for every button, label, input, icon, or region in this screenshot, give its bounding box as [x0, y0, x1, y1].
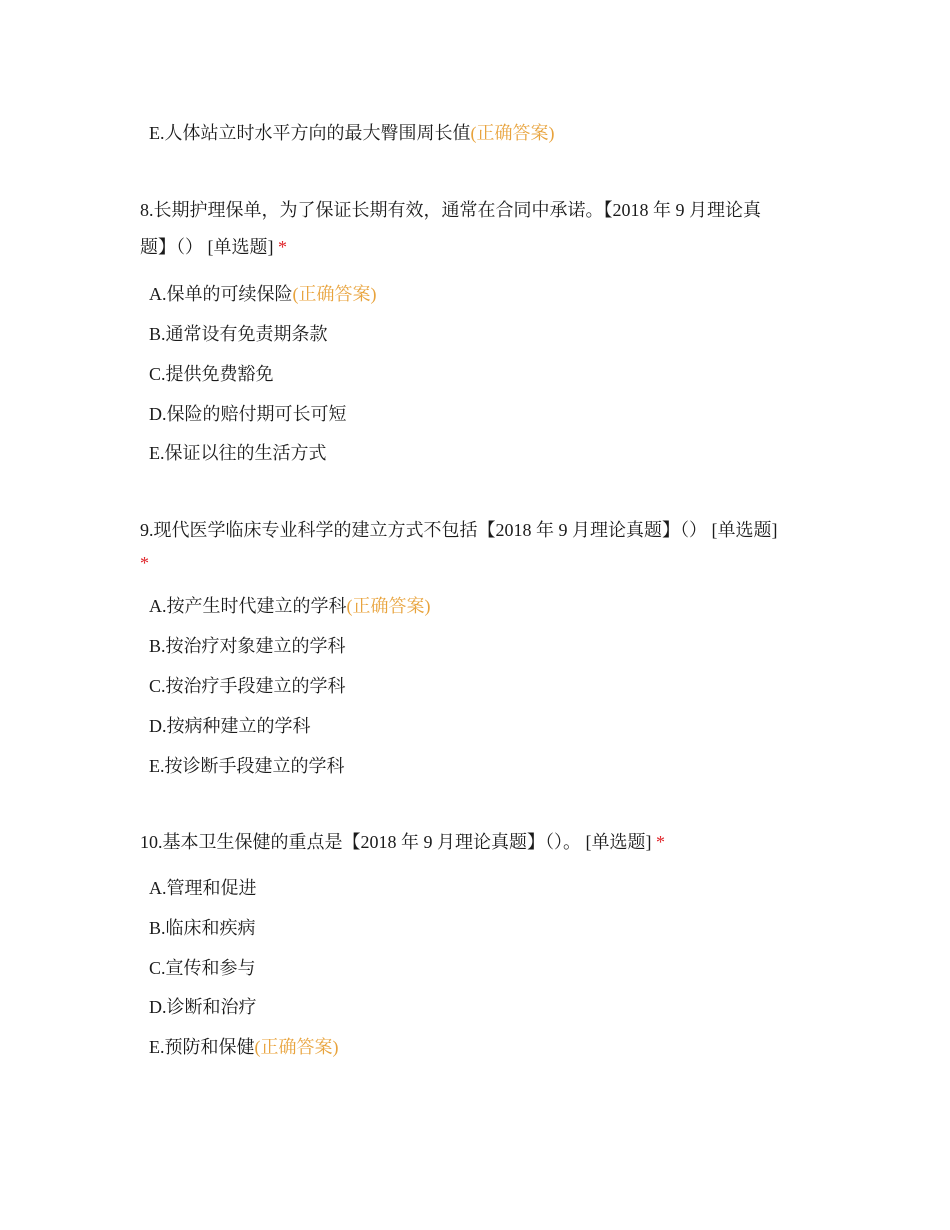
question-10-title [140, 829, 665, 855]
question-title-text: 10.基本卫生保健的重点是【2018 年 9 月理论真题】（）。 [单选题] [140, 832, 652, 852]
question-9-title [140, 517, 778, 543]
option-text: D.保险的赔付期可长可短 [149, 404, 347, 424]
question-8-option-d [149, 401, 347, 427]
option-text: E.人体站立时水平方向的最大臀围周长值 [149, 123, 471, 143]
question-8-title-cont [140, 234, 287, 260]
option-text: E.按诊断手段建立的学科 [149, 756, 345, 776]
question-9-option-a [149, 593, 431, 619]
option-text: B.临床和疾病 [149, 918, 256, 938]
option-text: D.诊断和治疗 [149, 997, 257, 1017]
option-text: D.按病种建立的学科 [149, 716, 311, 736]
option-text: C.提供免费豁免 [149, 364, 274, 384]
question-10-option-d [149, 994, 257, 1020]
option-text: A.保单的可续保险 [149, 284, 293, 304]
correct-answer-marker: (正确答案) [254, 1037, 339, 1057]
question-10-option-b [149, 915, 256, 941]
question-9-option-e [149, 753, 345, 779]
question-8-option-e [149, 440, 327, 466]
question-9-option-d [149, 713, 311, 739]
correct-answer-marker: (正确答案) [470, 123, 555, 143]
option-text: B.按治疗对象建立的学科 [149, 636, 346, 656]
question-title-text: 8.长期护理保单，为了保证长期有效，通常在合同中承诺。【2018 年 9 月理论真 [140, 200, 761, 220]
question-title-text: 9.现代医学临床专业科学的建立方式不包括【2018 年 9 月理论真题】（） [单选题] [140, 520, 778, 540]
option-text: E.保证以往的生活方式 [149, 443, 327, 463]
correct-answer-marker: (正确答案) [346, 596, 431, 616]
question-10-option-a [149, 875, 257, 901]
required-marker: * [140, 553, 149, 573]
question-9-option-c [149, 673, 346, 699]
option-text: C.宣传和参与 [149, 958, 256, 978]
question-8-option-b [149, 321, 328, 347]
question-9-title-cont [140, 550, 149, 576]
question-9-option-b [149, 633, 346, 659]
required-marker: * [656, 832, 665, 852]
question-10-option-c [149, 955, 256, 981]
question-8-option-a [149, 281, 377, 307]
option-text: C.按治疗手段建立的学科 [149, 676, 346, 696]
option-e-prev [149, 120, 555, 146]
question-8-title [140, 197, 761, 223]
question-10-option-e [149, 1034, 339, 1060]
option-text: A.管理和促进 [149, 878, 257, 898]
required-marker: * [278, 237, 287, 257]
question-8-option-c [149, 361, 274, 387]
question-title-text: 题】（） [单选题] [140, 237, 274, 257]
option-text: A.按产生时代建立的学科 [149, 596, 347, 616]
correct-answer-marker: (正确答案) [292, 284, 377, 304]
option-text: E.预防和保健 [149, 1037, 255, 1057]
option-text: B.通常设有免责期条款 [149, 324, 328, 344]
